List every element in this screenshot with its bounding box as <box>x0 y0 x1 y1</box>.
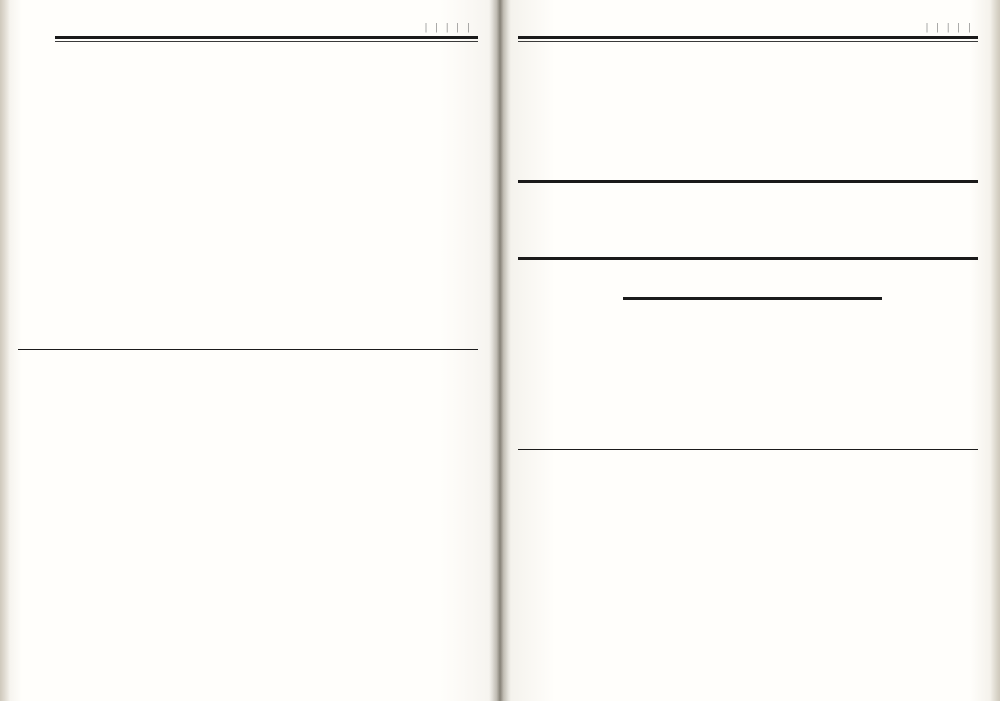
footnote-rule-left <box>18 349 478 350</box>
mishna2-heading-bar <box>623 297 882 300</box>
page-edge-shadow-right <box>990 0 1000 701</box>
header-rule-thick-left <box>55 36 478 39</box>
running-head-right: | | | | | <box>925 22 971 33</box>
header-rule-thin-left <box>55 41 478 42</box>
right-page <box>500 0 1000 701</box>
header-rule-thick-right <box>518 36 978 39</box>
footnote-rule-right <box>518 449 978 450</box>
brace-right-lower <box>776 310 792 430</box>
commentary-rule-top <box>518 180 978 183</box>
runhead-sep: | <box>424 22 428 33</box>
brace-left <box>268 52 284 332</box>
brace-right-upper <box>772 52 788 167</box>
mishna2-heading <box>518 286 980 308</box>
commentary-rule-bottom <box>518 257 978 260</box>
header-rule-thin-right <box>518 41 978 42</box>
page-edge-shadow-left <box>0 0 10 701</box>
running-head-left: | | | | | <box>421 22 474 33</box>
